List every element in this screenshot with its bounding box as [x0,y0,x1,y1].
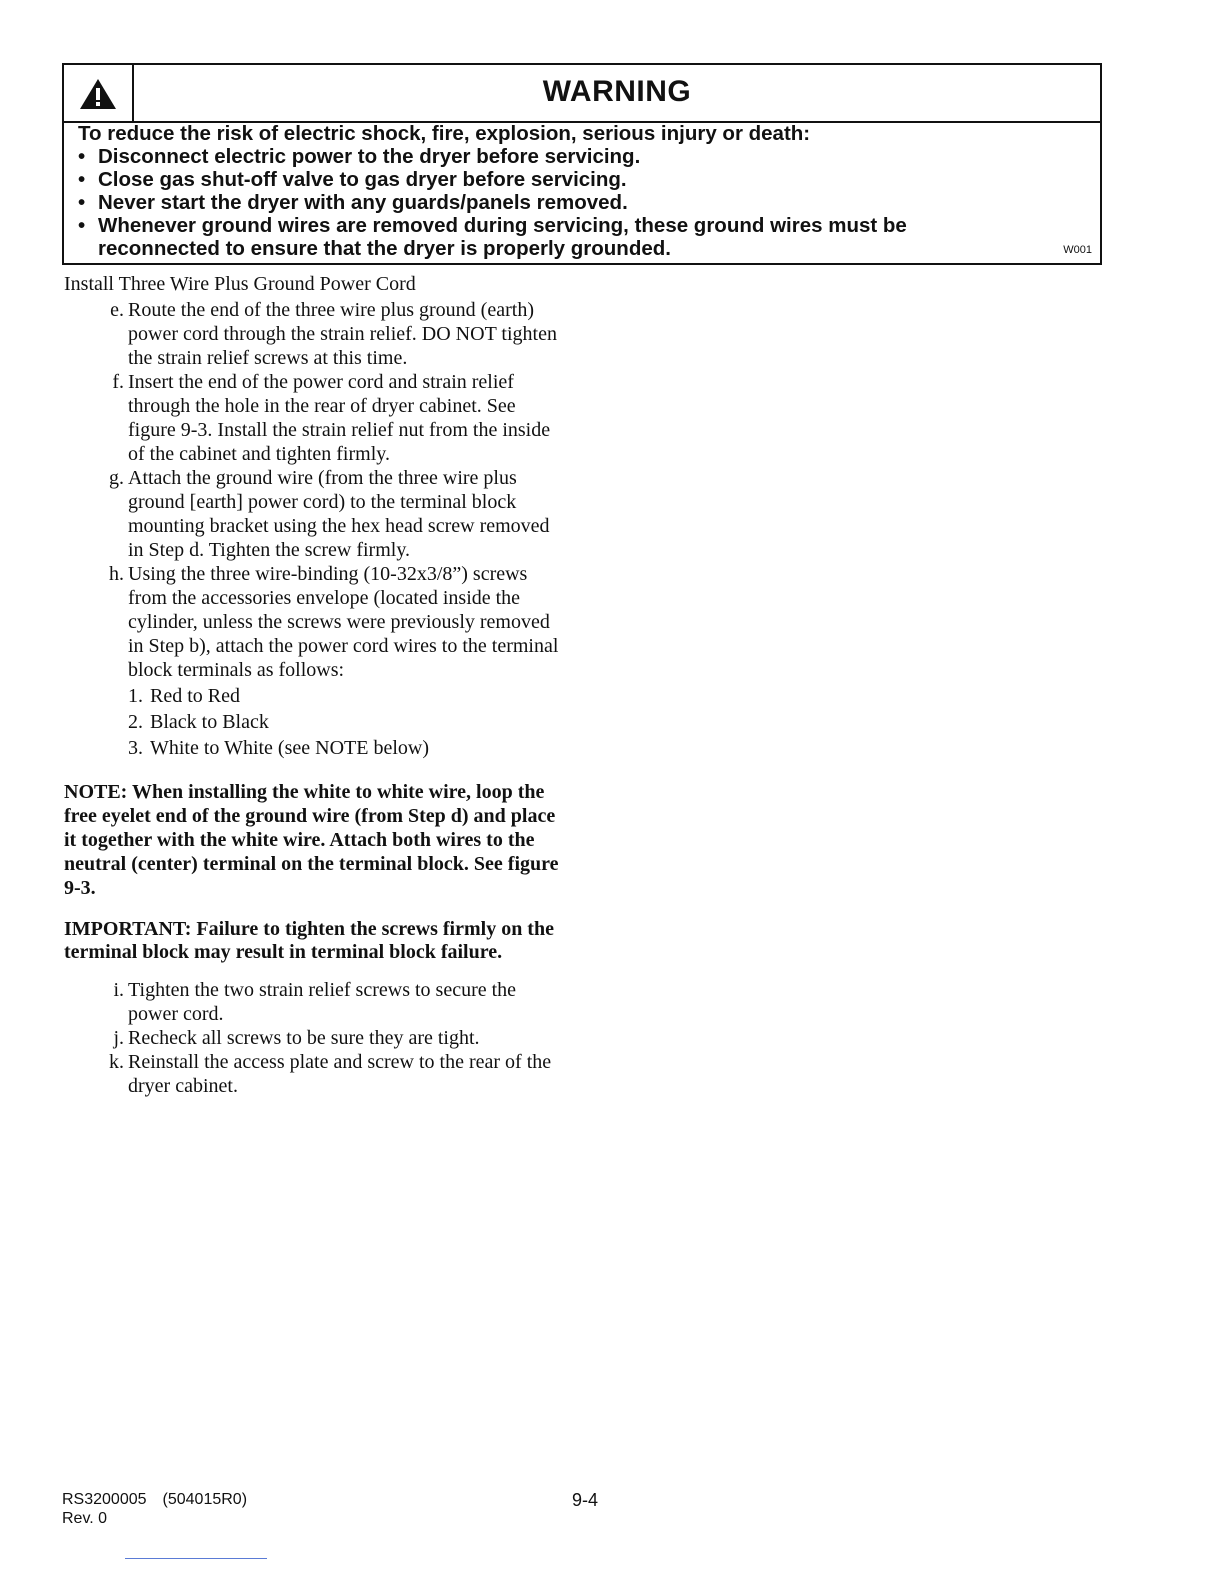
step-letter: j. [113,1027,124,1049]
step-text: Attach the ground wire (from the three wire plus ground [earth] power cord) to the terminal block mounting bracket using the hex head screw removed in Step d. Tighten the screw firmly. [128,467,550,561]
warning-triangle-icon [78,77,118,111]
footer-doc-info [62,1490,263,1528]
revision: Rev. 0 [62,1510,108,1527]
step-item [64,370,564,466]
final-steps [64,978,564,1098]
warning-code: W001 [1063,244,1092,256]
substep-number: 3. [128,737,143,759]
substep-list [64,684,564,762]
warning-list [78,145,1086,260]
footer-code-line [62,1490,263,1509]
warning-item: • Disconnect electric power to the dryer before servicing. [78,145,641,168]
substep-text: Red to Red [150,685,240,707]
step-letter: g. [109,467,124,489]
warning-header [64,65,1100,123]
step-letter: e. [110,299,124,321]
bullet-icon: • [78,191,86,214]
step-text: Recheck all screws to be sure they are tight. [128,1027,480,1049]
warning-item: • Close gas shut-off valve to gas dryer before servicing. [78,168,627,191]
warning-body [78,122,1086,260]
doc-code: RS3200005 [62,1491,147,1508]
page-number: 9-4 [572,1490,599,1510]
bullet-icon: • [78,145,86,168]
substep-text: Black to Black [150,711,269,733]
step-text: Using the three wire-binding (10-32x3/8”) screws from the accessories envelope (located inside the cylinder, unless the screws were previously removed in Step b), attach the power cord wires to the terminal block terminals as follows: [128,563,559,681]
step-letter: i. [113,979,124,1001]
substep-number: 1. [128,685,143,707]
warning-item: • Whenever ground wires are removed during servicing, these ground wires must be reconnected to ensure that the dryer is properly grounded. [78,214,907,260]
step-item [64,466,564,562]
substep-item [128,736,564,762]
step-text: Tighten the two strain relief screws to secure the power cord. [128,979,517,1025]
substep-item [128,684,564,710]
bullet-icon: • [78,168,86,191]
warning-intro: To reduce the risk of electric shock, fire, explosion, serious injury or death: [78,122,811,145]
step-text: Route the end of the three wire plus ground (earth) power cord through the strain relief. DO NOT tighten the strain relief screws at this time. [128,299,557,369]
bottom-rule [125,1558,267,1559]
warning-box [62,63,1102,265]
step-letter: k. [109,1051,124,1073]
step-text: Insert the end of the power cord and strain relief through the hole in the rear of dryer cabinet. See figure 9-3. Install the strain relief nut from the inside of the cabinet and tighten firmly. [128,371,551,465]
part-code: (504015R0) [162,1491,248,1508]
section-title: Install Three Wire Plus Ground Power Cord [64,273,416,295]
step-item [64,1050,564,1098]
substep-number: 2. [128,711,143,733]
step-letter: f. [112,371,124,393]
warning-icon-cell [64,65,134,121]
step-item [64,978,564,1026]
step-letter: h. [109,563,124,585]
note-paragraph: NOTE: When installing the white to white wire, loop the free eyelet end of the ground wire (from Step d) and place it together with the white wire. Attach both wires to the neutral (center) terminal on the terminal block. See figure 9-3. [64,781,559,899]
important-paragraph: IMPORTANT: Failure to tighten the screws firmly on the terminal block may result in terminal block failure. [64,918,554,963]
step-text: Reinstall the access plate and screw to the rear of the dryer cabinet. [128,1051,552,1097]
step-item [64,1026,564,1050]
step-item [64,298,564,370]
warning-item: • Never start the dryer with any guards/panels removed. [78,191,628,214]
substep-text: White to White (see NOTE below) [150,737,429,759]
bullet-icon: • [78,214,86,237]
step-item [64,562,564,682]
substep-item [128,710,564,736]
main-content [64,272,564,1098]
warning-title: WARNING [542,75,692,108]
